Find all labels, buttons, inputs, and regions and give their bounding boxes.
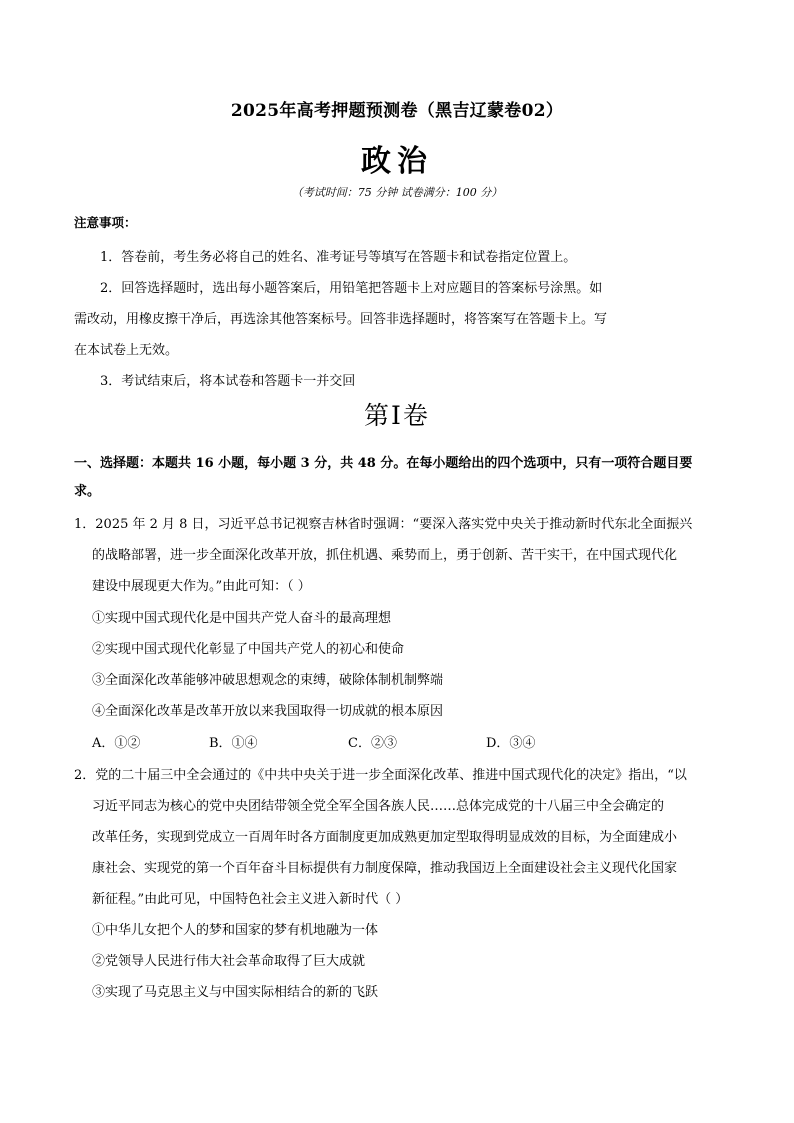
- q1-stem-line-3: 建设中展现更大作为。”由此可知：（ ）: [92, 579, 311, 594]
- notice-item-2-line-3: 在本试卷上无效。: [74, 343, 179, 358]
- q1-option-1: ①实现中国式现代化是中国共产党人奋斗的最高理想: [92, 611, 392, 626]
- q1-option-2: ②实现中国式现代化彰显了中国共产党人的初心和使命: [92, 642, 405, 657]
- q1-choice-d: D．③④: [486, 736, 536, 751]
- q2-stem-line-1: 2．党的二十届三中全会通过的《中共中央关于进一步全面深化改革、推进中国式现代化的决定》指出，“以: [74, 768, 687, 783]
- q2-option-2: ②党领导人民进行伟大社会革命取得了巨大成就: [92, 954, 366, 969]
- notice-item-1: 1．答卷前，考生务必将自己的姓名、准考证号等填写在答题卡和试卷指定位置上。: [100, 250, 577, 265]
- subject-title: 政治: [361, 144, 433, 179]
- q1-stem-line-2: 的战略部署，进一步全面深化改革开放，抓住机遇、乘势而上，勇于创新、苦干实干，在中国式现代化: [92, 548, 678, 563]
- q2-stem-line-2: 习近平同志为核心的党中央团结带领全党全军全国各族人民……总体完成党的十八届三中全会确定的: [92, 799, 665, 814]
- q2-stem-line-3: 改革任务，实现到党成立一百周年时各方面制度更加成熟更加定型取得明显成效的目标，为全面建成小: [92, 830, 678, 845]
- q2-option-1: ①中华儿女把个人的梦和国家的梦有机地融为一体: [92, 923, 379, 938]
- q2-stem-line-5: 新征程。”由此可见，中国特色社会主义进入新时代（ ）: [92, 892, 409, 907]
- notice-item-2-line-1: 2．回答选择题时，选出每小题答案后，用铅笔把答题卡上对应题目的答案标号涂黑。如: [100, 281, 603, 296]
- q1-choice-c: C．②③: [348, 736, 397, 751]
- q1-choice-b: B．①④: [209, 736, 258, 751]
- q1-option-4: ④全面深化改革是改革开放以来我国取得一切成就的根本原因: [92, 704, 444, 719]
- part-heading-line-2: 求。: [74, 484, 101, 499]
- q1-option-3: ③全面深化改革能够冲破思想观念的束缚，破除体制机制弊端: [92, 673, 444, 688]
- notice-item-2-line-2: 需改动，用橡皮擦干净后，再选涂其他答案标号。回答非选择题时，将答案写在答题卡上。写: [74, 312, 608, 327]
- notice-item-3: 3．考试结束后，将本试卷和答题卡一并交回: [100, 374, 356, 389]
- part-heading-line-1: 一、选择题：本题共 16 小题，每小题 3 分，共 48 分。在每小题给出的四个选项中，只有一项符合题目要: [74, 456, 693, 471]
- exam-title: 2025年高考押题预测卷（黑吉辽蒙卷02）: [230, 101, 564, 121]
- q2-stem-line-4: 康社会、实现党的第一个百年奋斗目标提供有力制度保障，推动我国迈上全面建设社会主义现代化国家: [92, 861, 678, 876]
- q1-stem-line-1: 1．2025 年 2 月 8 日，习近平总书记视察吉林省时强调：“要深入落实党中央关于推动新时代东北全面振兴: [74, 517, 693, 532]
- q2-option-3: ③实现了马克思主义与中国实际相结合的新的飞跃: [92, 985, 379, 1000]
- notice-heading: 注意事项：: [74, 215, 137, 230]
- section-title: 第Ⅰ卷: [364, 401, 430, 430]
- q1-choice-a: A．①②: [92, 736, 141, 751]
- exam-meta: （考试时间：75 分钟 试卷满分：100 分）: [291, 186, 503, 199]
